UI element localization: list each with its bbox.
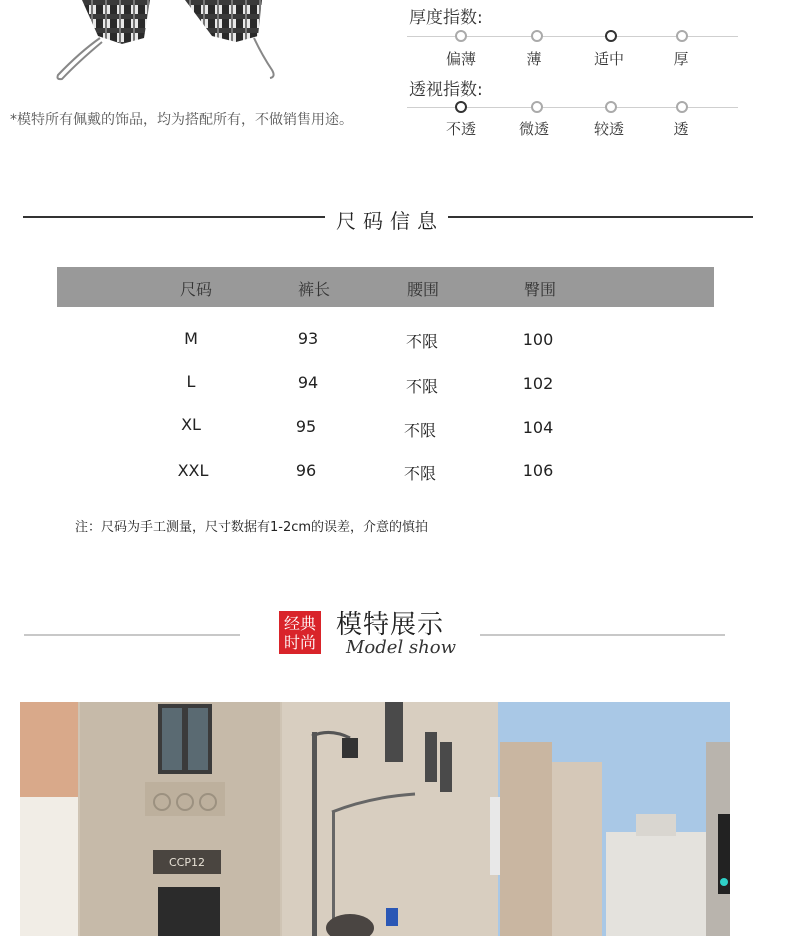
- table-cell-length: 93: [297, 329, 319, 348]
- transparency-option: 较透: [593, 120, 624, 138]
- transparency-option: 不透: [445, 120, 476, 138]
- accessory-disclaimer: *模特所有佩戴的饰品，均为搭配所有，不做销售用途。: [10, 112, 353, 128]
- table-header-cell: 腰围: [406, 280, 439, 299]
- table-cell-hip: 104: [522, 418, 554, 437]
- measurement-note: 注：尺码为手工测量，尺寸数据有1-2cm的误差，介意的慎拍: [75, 520, 429, 535]
- size-title-left-rule: [23, 216, 325, 218]
- table-cell-hip: 102: [522, 374, 554, 393]
- table-cell-hip: 100: [522, 330, 554, 349]
- thickness-option: 适中: [593, 50, 624, 68]
- table-cell-length: 94: [297, 373, 319, 392]
- size-title-right-rule: [448, 216, 753, 218]
- thickness-dot-4: [676, 30, 688, 42]
- thickness-option: 薄: [526, 50, 542, 68]
- table-cell-waist: 不限: [403, 464, 436, 483]
- model-street-photo: [20, 702, 730, 936]
- classic-fashion-seal: [279, 611, 321, 654]
- transparency-option: 微透: [518, 120, 549, 138]
- size-info-title: 尺码信息: [336, 209, 444, 233]
- table-cell-size: XXL: [177, 461, 209, 480]
- thickness-option: 偏薄: [445, 50, 476, 68]
- transparency-dot-4: [676, 101, 688, 113]
- table-cell-size: L: [186, 372, 196, 391]
- transparency-dot-selected: [455, 101, 467, 113]
- table-cell-hip: 106: [522, 461, 554, 480]
- table-cell-waist: 不限: [405, 377, 438, 396]
- table-cell-waist: 不限: [403, 421, 436, 440]
- table-header-cell: 臀围: [523, 280, 556, 299]
- model-title-left-rule: [24, 634, 240, 636]
- transparency-dot-3: [605, 101, 617, 113]
- street-scene-illustration: [20, 702, 730, 936]
- model-title-right-rule: [480, 634, 725, 636]
- transparency-dot-2: [531, 101, 543, 113]
- seal-text-line: 时尚: [283, 633, 316, 652]
- table-cell-length: 96: [295, 461, 317, 480]
- product-pants-image: [40, 0, 300, 90]
- thickness-option: 厚: [673, 50, 689, 68]
- storefront-sign-text: CCP12: [169, 856, 205, 869]
- table-cell-size: XL: [181, 415, 201, 434]
- model-show-subtitle: Model show: [346, 637, 456, 658]
- table-cell-size: M: [184, 329, 198, 348]
- table-cell-waist: 不限: [405, 332, 438, 351]
- thickness-dot-selected: [605, 30, 617, 42]
- seal-text-line: 经典: [283, 614, 316, 633]
- table-header-cell: 尺码: [179, 280, 212, 299]
- transparency-option: 透: [673, 120, 689, 138]
- table-header-cell: 裤长: [297, 280, 330, 299]
- transparency-index-label: 透视指数:: [409, 80, 483, 100]
- thickness-dot-1: [455, 30, 467, 42]
- table-cell-length: 95: [295, 417, 317, 436]
- model-show-title: 模特展示: [336, 610, 445, 640]
- thickness-dot-2: [531, 30, 543, 42]
- thickness-index-label: 厚度指数:: [409, 8, 483, 28]
